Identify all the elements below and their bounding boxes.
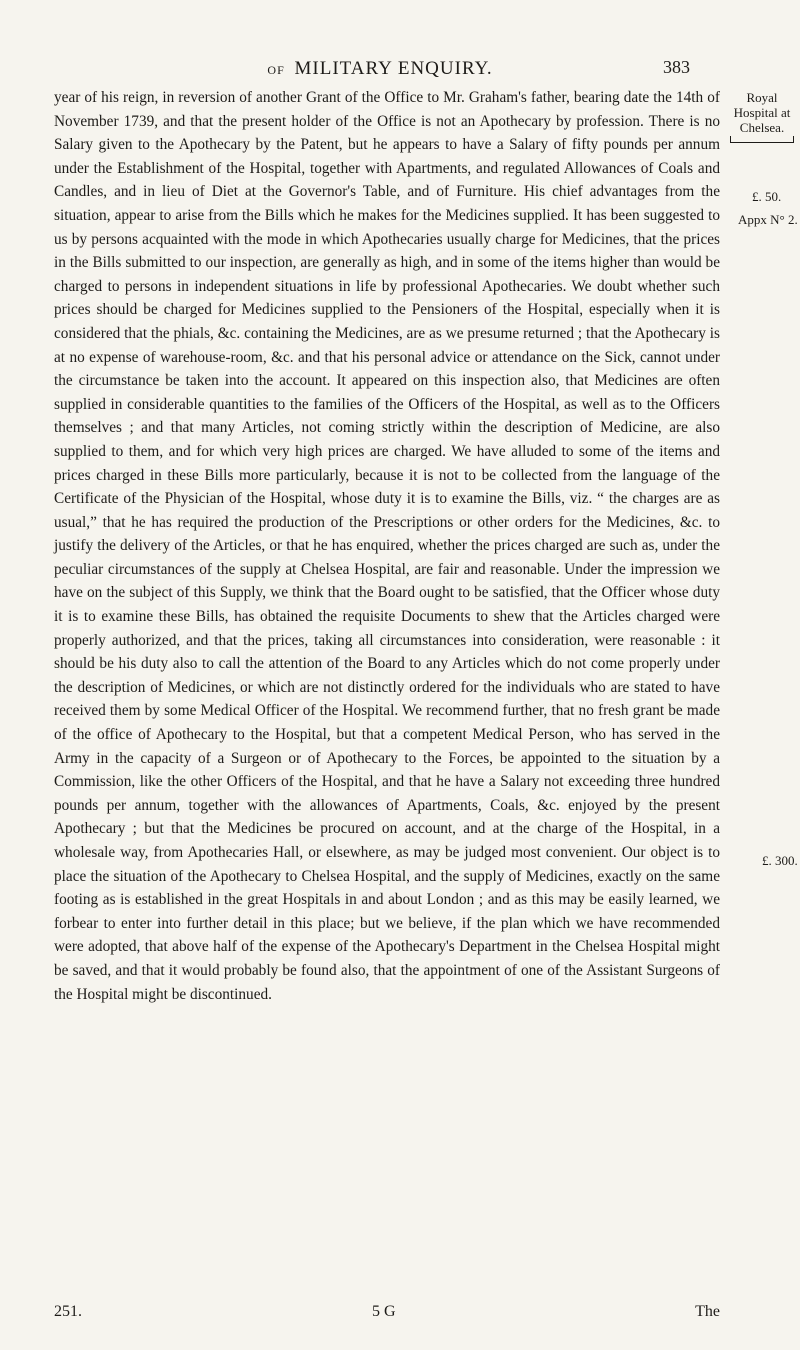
- body-text: [54, 86, 720, 1006]
- catchword: The: [695, 1303, 720, 1320]
- margin-note-amount-50: £. 50.: [752, 189, 782, 204]
- running-header-title: MILITARY ENQUIRY.: [294, 58, 493, 79]
- body-paragraph: year of his reign, in reversion of another Grant of the Office to Mr. Graham's father, bearing date the 14th of November 1739, and that the present holder of the Office is not an Apothecary by profession. There is no Salary given to the Apothecary by the Patent, but he appears to have a Salary of fifty pounds per annum under the Establishment of the Hospital, together with Apartments, and regulated Allowances of Coals and Candles, and in lieu of Diet at the Governor's Table, and of Furniture. His chief advantages from the situation, appear to arise from the Bills which he makes for the Medicines supplied. It has been suggested to us by persons acquainted with the mode in which Apothecaries usually charge for Medicines, that the prices in the Bills submitted to our inspection, are generally as high, and in some of the items higher than would be charged to persons in independent situations in life by professional Apothecaries. We doubt whether such prices should be charged for Medicines supplied to the Pensioners of the Hospital, especially when it is considered that the phials, &c. containing the Medicines, are as we presume returned ; that the Apothecary is at no expense of warehouse-room, &c. and that his personal advice or attendance on the Sick, cannot under the circumstance be taken into the account. It appeared on this inspection also, that Medicines are often supplied in considerable quantities to the families of the Officers of the Hospital, as well as to the Officers themselves ; and that many Articles, not coming strictly within the description of Medicine, are also supplied to them, and for which very high prices are charged. We have alluded to some of the items and prices charged in these Bills more particularly, because it is not to be collected from the language of the Certificate of the Physician of the Hospital, whose duty it is to examine the Bills, viz. “ the charges are as usual,” that he has required the production of the Prescriptions or other orders for the Medicines, &c. to justify the delivery of the Articles, or that he has enquired, whether the prices charged are such as, under the peculiar circumstances of the supply at Chelsea Hospital, are fair and reasonable. Under the impression we have on the subject of this Supply, we think that the Board ought to be satisfied, that the Officer whose duty it is to examine these Bills, has obtained the requisite Documents to shew that the Articles charged were properly authorized, and that the prices, taking all circumstances into consideration, were reasonable : it should be his duty also to call the attention of the Board to any Articles which do not come properly under the description of Medicines, or which are not distinctly ordered for the individuals who are stated to have received them by some Medical Officer of the Hospital. We recommend further, that no fresh grant be made of the office of Apothecary to the Hospital, but that a competent Medical Person, who has served in the Army in the capacity of a Surgeon or of Apothecary to the Forces, be appointed to the situation by a Commission, like the other Officers of the Hospital, and that he have a Salary not exceeding three hundred pounds per annum, together with the allowances of Apartments, Coals, &c. enjoyed by the present Apothecary ; but that the Medicines be procured on account, and at the charge of the Hospital, in a wholesale way, from Apothecaries Hall, or elsewhere, as may be judged most convenient. Our object is to place the situation of the Apothecary to Chelsea Hospital, and the supply of Medicines, exactly on the same footing as is established in the great Hospitals in and about London ; and as this may be easily learned, we forbear to enter into further detail in this place; but we believe, if the plan which we have recommended were adopted, that above half of the expense of the Apothecary's Department in the Chelsea Hospital might be saved, and that it would probably be found also, that the appointment of one of the Assistant Surgeons of the Hospital might be discontinued.: [54, 89, 720, 1003]
- margin-note-chelsea: Chelsea.: [739, 120, 785, 135]
- margin-note-amount-300: £. 300.: [762, 853, 798, 868]
- footer-page-ref: 251.: [54, 1303, 82, 1320]
- signature-mark: 5 G: [372, 1303, 396, 1320]
- margin-note-royal-hospital-label: Royal Hospital at: [733, 90, 791, 120]
- margin-note-bracket: [730, 136, 794, 143]
- running-header-of: OF: [267, 63, 285, 77]
- margin-note-royal-hospital: [724, 90, 800, 143]
- page-number: 383: [663, 57, 690, 77]
- margin-note-appendix: Appx N° 2.: [738, 212, 798, 227]
- running-header: [0, 58, 760, 80]
- page-footer: [54, 1303, 720, 1327]
